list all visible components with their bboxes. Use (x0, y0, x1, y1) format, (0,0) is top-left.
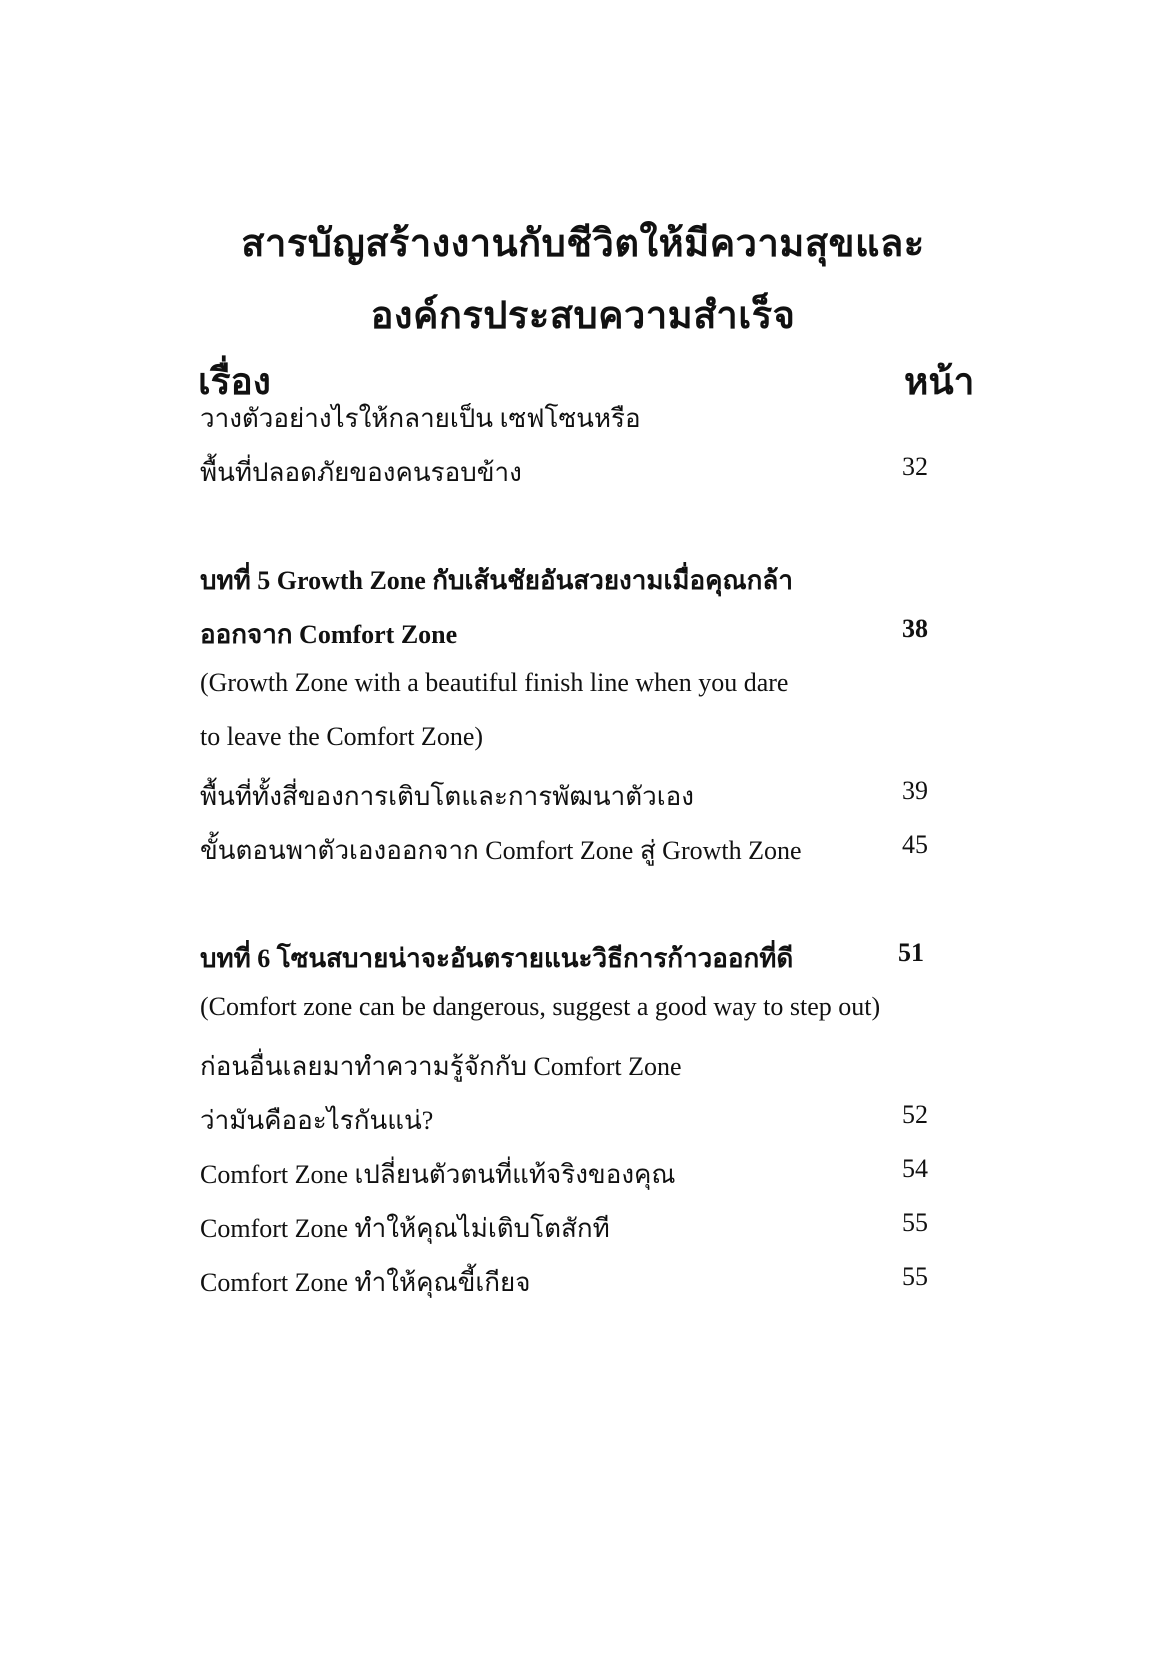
toc-chapter-subtitle: to leave the Comfort Zone) (200, 722, 484, 751)
page-column-heading: หน้า (904, 362, 975, 403)
toc-entry-page: 52 (902, 1100, 928, 1129)
toc-entry-page: 39 (902, 776, 928, 805)
toc-entry-text: วางตัวอย่างไรให้กลายเป็น เซฟโซนหรือ (200, 404, 641, 433)
toc-entry-text: พื้นที่ทั้งสี่ของการเติบโตและการพัฒนาตัวเอง (200, 782, 694, 811)
toc-chapter-title: ออกจาก Comfort Zone (200, 620, 458, 649)
toc-entry-page: 55 (902, 1262, 928, 1291)
toc-entry-text: พื้นที่ปลอดภัยของคนรอบข้าง (200, 458, 522, 487)
topic-column-heading: เรื่อง (198, 362, 271, 403)
toc-title-line-1: สารบัญสร้างงานกับชีวิตให้มีความสุขและ (241, 223, 925, 265)
toc-entry-text: ว่ามันคืออะไรกันแน่? (200, 1106, 434, 1135)
toc-entry-text: ขั้นตอนพาตัวเองออกจาก Comfort Zone สู่ Growth Zone (200, 836, 802, 865)
toc-entry-page: 54 (902, 1154, 928, 1183)
toc-chapter-subtitle: (Growth Zone with a beautiful finish line when you dare (200, 668, 789, 697)
toc-chapter-page: 38 (902, 614, 928, 643)
toc-chapter-subtitle: (Comfort zone can be dangerous, suggest a good way to step out) (200, 992, 881, 1021)
toc-entry-text: Comfort Zone เปลี่ยนตัวตนที่แท้จริงของคุณ (200, 1160, 676, 1189)
toc-chapter-page: 51 (898, 938, 924, 967)
toc-entry-text: Comfort Zone ทำให้คุณไม่เติบโตสักที (200, 1214, 610, 1243)
toc-entry-page: 55 (902, 1208, 928, 1237)
toc-entry-page: 32 (902, 452, 928, 481)
toc-entry-text: ก่อนอื่นเลยมาทำความรู้จักกับ Comfort Zone (200, 1052, 682, 1081)
toc-entry-page: 45 (902, 830, 928, 859)
toc-chapter-title: บทที่ 5 Growth Zone กับเส้นชัยอันสวยงามเมื่อคุณกล้า (200, 566, 793, 595)
toc-entry-text: Comfort Zone ทำให้คุณขี้เกียจ (200, 1268, 531, 1297)
toc-title-line-2: องค์กรประสบความสำเร็จ (370, 295, 796, 337)
toc-chapter-title: บทที่ 6 โซนสบายน่าจะอันตรายแนะวิธีการก้าวออกที่ดี (200, 944, 794, 973)
